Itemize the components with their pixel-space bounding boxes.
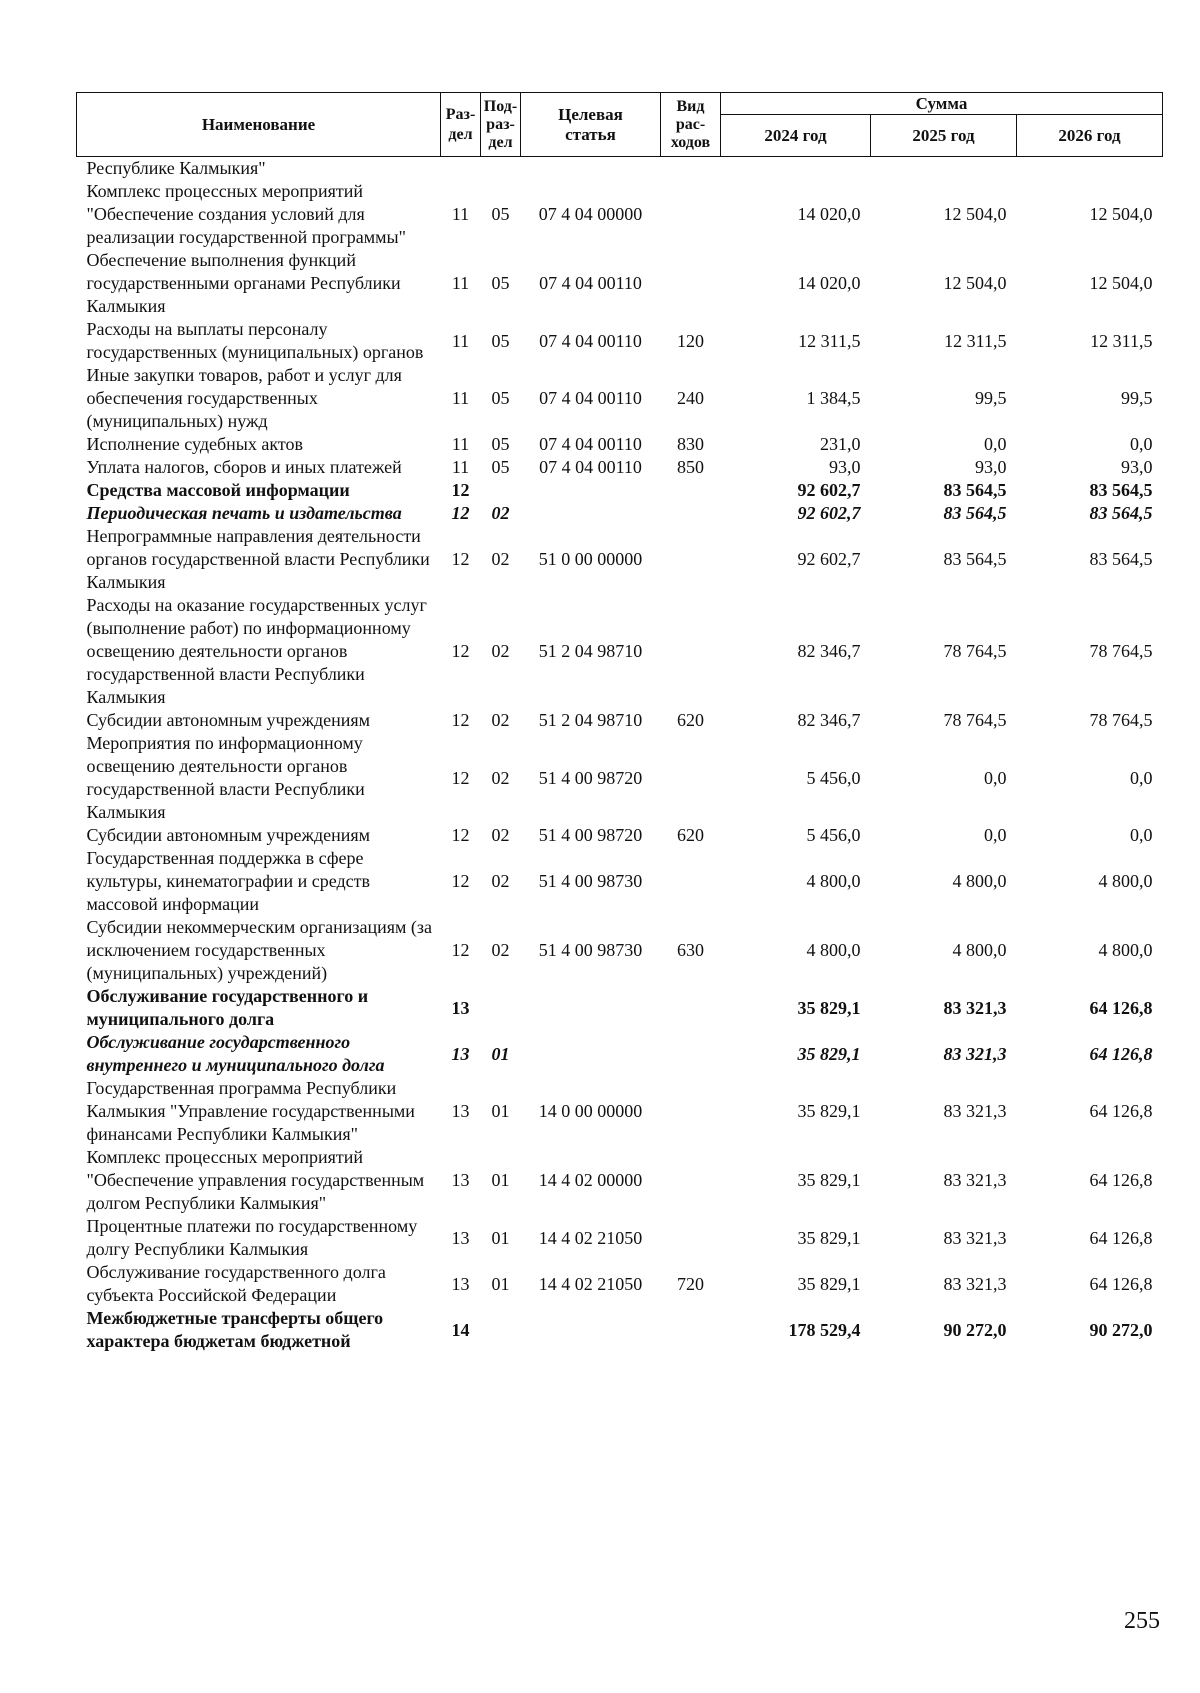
row-target: 51 4 00 98730 (538, 940, 643, 960)
row-sum-2026: 64 126,8 (1089, 1227, 1153, 1248)
row-target: 51 4 00 98720 (538, 825, 643, 845)
row-sum-2025: 83 564,5 (943, 549, 1007, 569)
row-name: Субсидии автономным учреждениям (86, 710, 371, 730)
row-sum-2025: 83 321,3 (943, 1273, 1007, 1294)
row-razdel: 13 (451, 1043, 470, 1064)
row-podrazdel: 02 (491, 641, 510, 661)
row-razdel (441, 157, 481, 181)
row-name: Обслуживание государственного внутреннего и муниципального долга (86, 1032, 385, 1075)
row-target: 07 4 04 00110 (539, 330, 642, 351)
table-row (77, 594, 1163, 709)
row-name: Комплекс процессных мероприятий "Обеспечение создания условий для реализации государственной программы" (86, 181, 406, 247)
row-name: Республике Калмыкия" (86, 158, 266, 178)
row-target: 07 4 04 00000 (538, 204, 643, 224)
row-vid (661, 502, 721, 525)
row-sum-2026: 12 504,0 (1089, 204, 1153, 224)
row-vid: 120 (677, 330, 704, 351)
row-sum-2026: 90 272,0 (1089, 1319, 1153, 1340)
row-name: Государственная программа Республики Калмыкия "Управление государственными финансами Республики Калмыкия" (86, 1078, 415, 1144)
row-name: Обслуживание государственного и муниципального долга (86, 986, 369, 1029)
row-sum-2025: 93,0 (975, 457, 1007, 477)
row-name: Государственная поддержка в сфере культуры, кинематографии и средств массовой информации (86, 848, 371, 914)
row-name: Процентные платежи по государственному долгу Республики Калмыкия (86, 1216, 418, 1259)
row-vid (661, 157, 721, 181)
row-sum-2025: 83 321,3 (943, 1101, 1007, 1121)
row-target: 51 4 00 98730 (538, 871, 643, 891)
row-target: 51 2 04 98710 (538, 710, 643, 730)
row-podrazdel: 02 (491, 825, 510, 845)
row-podrazdel: 02 (491, 710, 510, 730)
header-sum: Сумма (721, 93, 1163, 115)
header-2025: 2025 год (871, 115, 1017, 157)
row-sum-2026: 0,0 (1130, 825, 1153, 845)
table-row (77, 364, 1163, 433)
row-razdel: 13 (451, 997, 470, 1018)
row-sum-2025: 0,0 (984, 434, 1007, 454)
row-name: Обслуживание государственного долга субъекта Российской Федерации (86, 1262, 386, 1305)
row-vid (661, 985, 721, 1031)
row-name: Субсидии автономным учреждениям (86, 825, 371, 845)
row-sum-2025: 83 321,3 (943, 1043, 1007, 1064)
budget-table (76, 92, 1163, 1353)
row-name: Средства массовой информации (86, 480, 350, 500)
table-header (77, 93, 1163, 157)
row-vid (661, 594, 721, 709)
row-sum-2024: 14 020,0 (797, 273, 861, 293)
row-sum-2026: 12 504,0 (1089, 273, 1153, 293)
row-podrazdel: 01 (491, 1101, 510, 1121)
row-target: 14 0 00 00000 (538, 1101, 643, 1121)
row-sum-2026 (1017, 157, 1163, 181)
row-sum-2025: 83 321,3 (943, 997, 1007, 1018)
table-row (77, 433, 1163, 456)
row-target: 51 4 00 98720 (538, 767, 643, 788)
table-row (77, 157, 1163, 181)
row-name: Обеспечение выполнения функций государственными органами Республики Калмыкия (86, 250, 401, 316)
row-razdel: 12 (451, 503, 470, 523)
row-sum-2024: 92 602,7 (797, 549, 861, 569)
row-vid (661, 1307, 721, 1353)
row-sum-2025: 83 564,5 (943, 503, 1007, 523)
row-name: Субсидии некоммерческим организациям (за исключением государственных (муниципальных) учреждений) (86, 917, 432, 983)
row-vid (661, 847, 721, 916)
row-sum-2024: 5 456,0 (806, 825, 861, 845)
row-sum-2026: 0,0 (1130, 434, 1153, 454)
row-sum-2024: 231,0 (820, 434, 861, 454)
row-sum-2025: 4 800,0 (952, 940, 1007, 960)
table-row (77, 1215, 1163, 1261)
row-vid (661, 180, 721, 249)
row-sum-2025: 0,0 (984, 825, 1007, 845)
row-razdel: 11 (451, 273, 470, 293)
row-podrazdel: 05 (491, 330, 510, 351)
row-sum-2024: 12 311,5 (798, 330, 861, 351)
row-sum-2025: 83 564,5 (943, 480, 1007, 500)
row-sum-2025: 99,5 (975, 388, 1007, 408)
row-razdel: 13 (451, 1170, 470, 1190)
table-row (77, 824, 1163, 847)
row-sum-2024: 35 829,1 (797, 1043, 861, 1064)
header-2024: 2024 год (721, 115, 871, 157)
table-row (77, 456, 1163, 479)
row-sum-2024: 5 456,0 (806, 767, 861, 788)
row-name: Мероприятия по информационному освещению деятельности органов государственной власти Республики Калмыкия (86, 733, 365, 822)
row-name: Периодическая печать и издательства (86, 503, 402, 523)
row-podrazdel: 05 (491, 273, 510, 293)
row-name: Уплата налогов, сборов и иных платежей (86, 457, 402, 477)
row-sum-2026: 0,0 (1130, 767, 1153, 788)
row-sum-2024: 35 829,1 (797, 1273, 861, 1294)
row-razdel: 13 (451, 1101, 470, 1121)
row-target (521, 1031, 661, 1077)
row-sum-2026: 64 126,8 (1089, 1101, 1153, 1121)
row-podrazdel (481, 985, 521, 1031)
row-razdel: 12 (451, 641, 470, 661)
row-sum-2024: 35 829,1 (797, 1227, 861, 1248)
row-razdel: 14 (451, 1319, 470, 1340)
table-row (77, 1077, 1163, 1146)
row-sum-2026: 78 764,5 (1089, 641, 1153, 661)
header-2026: 2026 год (1017, 115, 1163, 157)
row-vid: 720 (677, 1273, 704, 1294)
row-sum-2026: 64 126,8 (1089, 997, 1153, 1018)
row-sum-2025: 90 272,0 (943, 1319, 1007, 1340)
row-sum-2024: 14 020,0 (797, 204, 861, 224)
row-sum-2024: 92 602,7 (797, 480, 861, 500)
row-name: Непрограммные направления деятельности органов государственной власти Республики Калмыкия (86, 526, 430, 592)
row-sum-2026: 83 564,5 (1089, 480, 1153, 500)
header-podrazdel: Под- раз- дел (481, 93, 521, 157)
row-razdel: 12 (451, 480, 470, 500)
row-razdel: 11 (451, 434, 470, 454)
row-podrazdel: 01 (491, 1227, 510, 1248)
row-target: 07 4 04 00110 (539, 434, 642, 454)
header-razdel: Раз- дел (441, 93, 481, 157)
row-vid (661, 479, 721, 502)
row-sum-2024 (721, 157, 871, 181)
row-podrazdel: 02 (491, 503, 510, 523)
page-number: 255 (1124, 1608, 1160, 1634)
row-name: Комплекс процессных мероприятий "Обеспечение управления государственным долгом Республики Калмыкия" (86, 1147, 425, 1213)
row-target (521, 502, 661, 525)
table-row (77, 1146, 1163, 1215)
row-podrazdel: 05 (491, 204, 510, 224)
row-target: 07 4 04 00110 (539, 273, 642, 293)
row-sum-2026: 4 800,0 (1098, 871, 1153, 891)
row-sum-2024: 4 800,0 (806, 871, 861, 891)
table-body (77, 157, 1163, 1354)
row-sum-2026: 64 126,8 (1089, 1043, 1153, 1064)
row-target (521, 479, 661, 502)
row-vid: 630 (677, 940, 704, 960)
row-sum-2024: 93,0 (829, 457, 861, 477)
row-podrazdel (481, 479, 521, 502)
row-podrazdel: 02 (491, 549, 510, 569)
row-sum-2024: 35 829,1 (797, 1101, 861, 1121)
row-podrazdel (481, 157, 521, 181)
table-row (77, 180, 1163, 249)
row-sum-2025: 78 764,5 (943, 710, 1007, 730)
row-podrazdel: 05 (491, 434, 510, 454)
table-row (77, 479, 1163, 502)
row-sum-2026: 83 564,5 (1089, 503, 1153, 523)
table-row (77, 1261, 1163, 1307)
row-razdel: 12 (451, 549, 470, 569)
row-podrazdel: 02 (491, 940, 510, 960)
row-vid: 620 (677, 825, 704, 845)
header-vid: Вид рас- ходов (661, 93, 721, 157)
row-name: Расходы на выплаты персоналу государственных (муниципальных) органов (86, 319, 424, 362)
row-vid (661, 249, 721, 318)
row-sum-2024: 1 384,5 (806, 388, 861, 408)
row-sum-2024: 178 529,4 (788, 1319, 861, 1340)
table-row (77, 318, 1163, 364)
row-podrazdel: 02 (491, 871, 510, 891)
row-podrazdel: 01 (491, 1170, 510, 1190)
table-row (77, 732, 1163, 824)
row-sum-2025: 12 504,0 (943, 273, 1007, 293)
row-razdel: 11 (451, 457, 470, 477)
row-razdel: 12 (451, 710, 470, 730)
row-vid (661, 1031, 721, 1077)
row-razdel: 11 (451, 330, 470, 351)
row-sum-2025: 78 764,5 (943, 641, 1007, 661)
row-vid (661, 1077, 721, 1146)
row-sum-2024: 82 346,7 (797, 641, 861, 661)
row-sum-2026: 64 126,8 (1089, 1273, 1153, 1294)
row-sum-2025: 4 800,0 (952, 871, 1007, 891)
row-name: Межбюджетные трансферты общего характера бюджетам бюджетной (86, 1308, 384, 1351)
row-name: Расходы на оказание государственных услуг (выполнение работ) по информационному освещению деятельности органов государственной власти Республики Калмыкия (86, 595, 427, 707)
table-row (77, 847, 1163, 916)
row-razdel: 12 (451, 940, 470, 960)
row-vid (661, 732, 721, 824)
row-vid: 240 (677, 388, 704, 408)
row-sum-2026: 83 564,5 (1089, 549, 1153, 569)
table-row (77, 1031, 1163, 1077)
row-sum-2024: 35 829,1 (797, 997, 861, 1018)
row-razdel: 12 (451, 825, 470, 845)
row-target: 14 4 02 00000 (538, 1170, 643, 1190)
row-sum-2026: 64 126,8 (1089, 1170, 1153, 1190)
row-sum-2025 (871, 157, 1017, 181)
row-sum-2024: 35 829,1 (797, 1170, 861, 1190)
row-sum-2025: 83 321,3 (943, 1170, 1007, 1190)
row-vid: 850 (677, 457, 704, 477)
row-target (521, 985, 661, 1031)
row-target: 07 4 04 00110 (539, 388, 642, 408)
row-vid: 830 (677, 434, 704, 454)
row-razdel: 12 (451, 767, 470, 788)
table-row (77, 916, 1163, 985)
table-row (77, 985, 1163, 1031)
row-sum-2026: 93,0 (1121, 457, 1153, 477)
row-podrazdel: 02 (491, 767, 510, 788)
row-podrazdel: 01 (491, 1043, 510, 1064)
header-name: Наименование (77, 93, 441, 157)
row-podrazdel: 05 (491, 457, 510, 477)
row-podrazdel: 05 (491, 388, 510, 408)
table-row (77, 1307, 1163, 1353)
row-target: 51 2 04 98710 (538, 641, 643, 661)
row-sum-2025: 12 311,5 (944, 330, 1007, 351)
row-sum-2026: 4 800,0 (1098, 940, 1153, 960)
row-razdel: 13 (451, 1227, 470, 1248)
row-sum-2024: 92 602,7 (797, 503, 861, 523)
row-target (521, 1307, 661, 1353)
row-sum-2025: 0,0 (984, 767, 1007, 788)
row-sum-2026: 99,5 (1121, 388, 1153, 408)
row-podrazdel: 01 (491, 1273, 510, 1294)
row-sum-2025: 83 321,3 (943, 1227, 1007, 1248)
row-target: 51 0 00 00000 (538, 549, 643, 569)
row-target: 14 4 02 21050 (538, 1273, 643, 1294)
table-row (77, 709, 1163, 732)
table-row (77, 249, 1163, 318)
row-razdel: 11 (451, 204, 470, 224)
row-razdel: 11 (451, 388, 470, 408)
row-vid (661, 1215, 721, 1261)
row-razdel: 13 (451, 1273, 470, 1294)
row-sum-2026: 12 311,5 (1090, 330, 1153, 351)
table-row (77, 502, 1163, 525)
row-vid (661, 525, 721, 594)
header-target: Целевая статья (521, 93, 661, 157)
row-target: 07 4 04 00110 (539, 457, 642, 477)
row-vid: 620 (677, 710, 704, 730)
row-razdel: 12 (451, 871, 470, 891)
row-sum-2024: 82 346,7 (797, 710, 861, 730)
row-podrazdel (481, 1307, 521, 1353)
table-row (77, 525, 1163, 594)
row-target: 14 4 02 21050 (538, 1227, 643, 1248)
row-sum-2025: 12 504,0 (943, 204, 1007, 224)
row-target (521, 157, 661, 181)
row-sum-2024: 4 800,0 (806, 940, 861, 960)
row-name: Исполнение судебных актов (86, 434, 304, 454)
row-vid (661, 1146, 721, 1215)
row-name: Иные закупки товаров, работ и услуг для обеспечения государственных (муниципальных) нужд (86, 365, 402, 431)
row-sum-2026: 78 764,5 (1089, 710, 1153, 730)
